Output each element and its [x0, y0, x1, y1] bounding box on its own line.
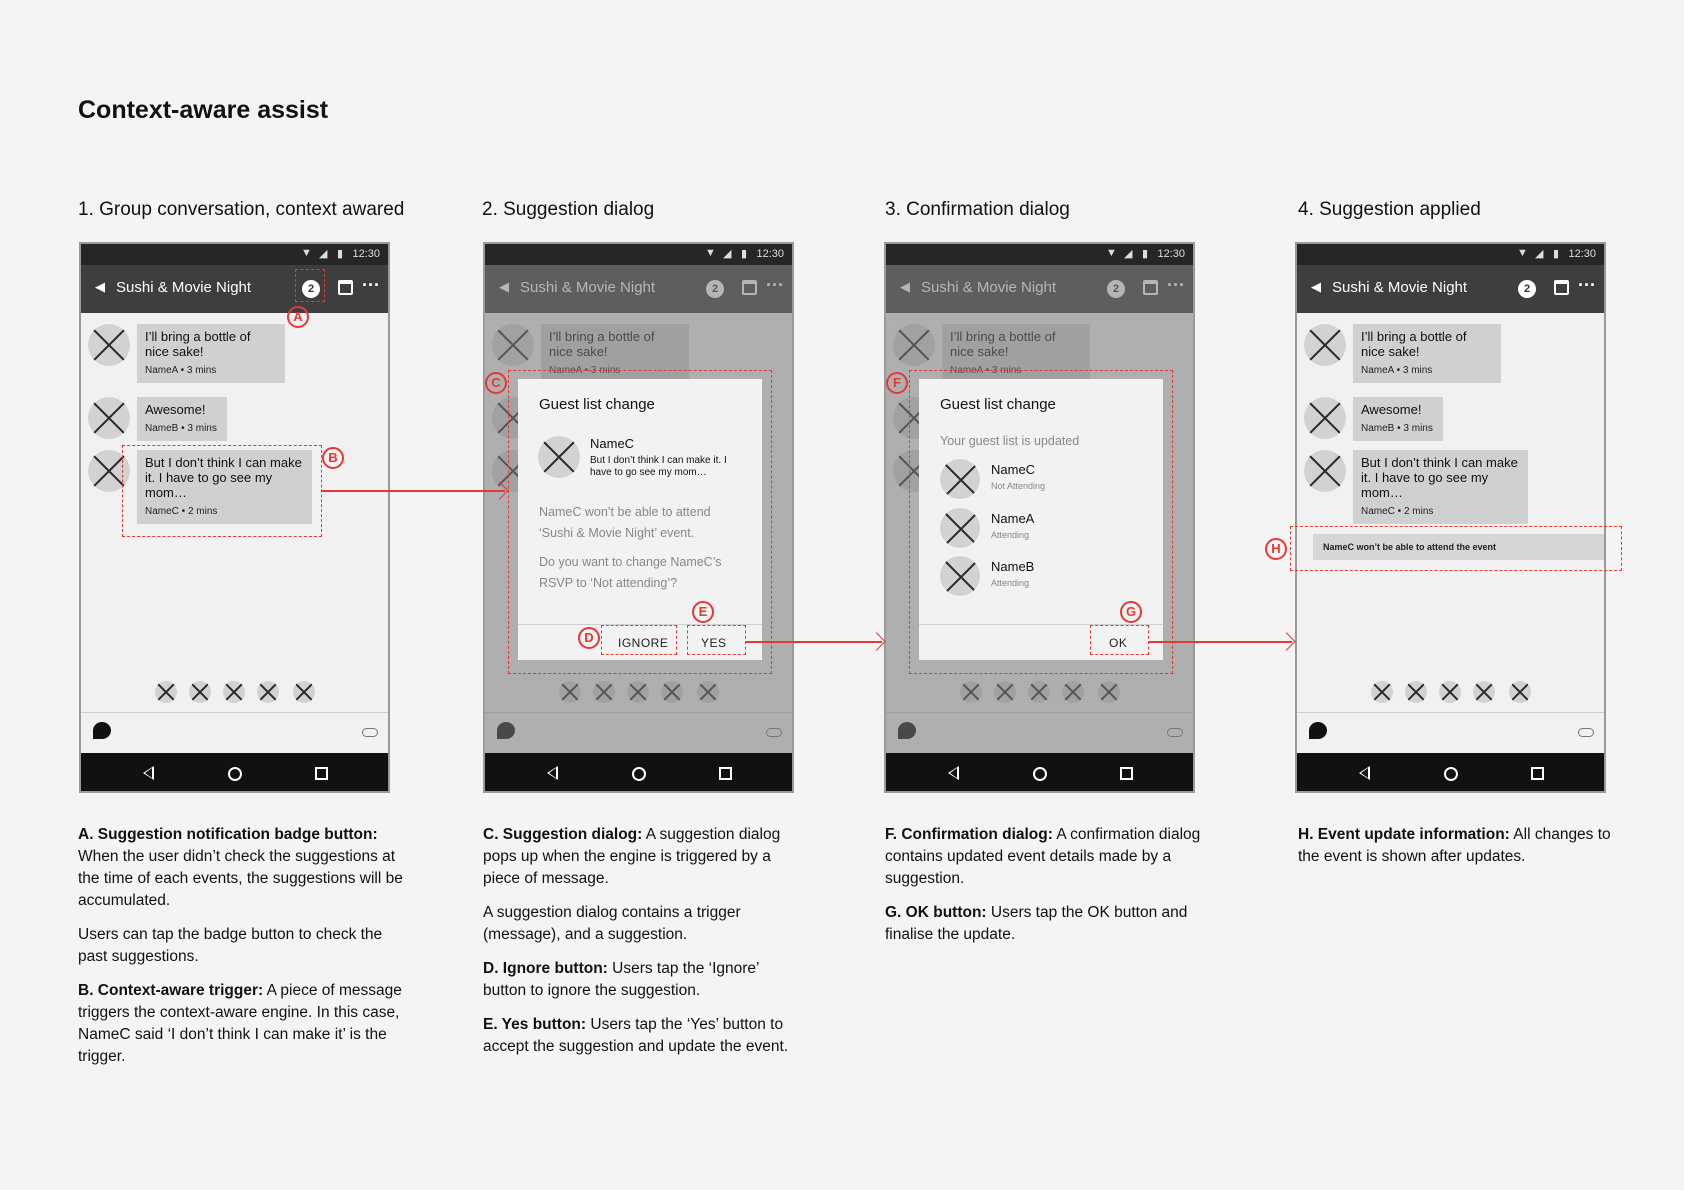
desc-f: F. Confirmation dialog: A confirmation dialog contains updated event details made by a suggestion. [885, 826, 1201, 887]
description-col-1 [78, 824, 408, 1080]
message-text: I’ll bring a bottle of nice sake! [1361, 329, 1467, 359]
message-bubble [137, 324, 285, 383]
description-col-3 [885, 824, 1205, 958]
signal-icon: ◢ [319, 248, 328, 260]
participant-avatar[interactable] [1473, 681, 1495, 703]
highlight-ignore [601, 625, 677, 655]
dialog-title: Guest list change [539, 396, 655, 413]
arrow-e-to-f [746, 641, 882, 643]
nav-home-icon[interactable] [1033, 767, 1047, 781]
suggestion-badge-button[interactable]: 2 [1518, 280, 1536, 298]
section-title-4: 4. Suggestion applied [1298, 199, 1481, 220]
suggestion-text-2: Do you want to change NameC’s RSVP to ‘Not attending’? [539, 555, 722, 590]
marker-b: B [322, 447, 344, 469]
guest-name: NameB [991, 559, 1035, 574]
guest-status: Attending [991, 578, 1030, 588]
marker-h: H [1265, 538, 1287, 560]
marker-d: D [578, 627, 600, 649]
marker-e: E [692, 601, 714, 623]
guest-name: NameC [991, 462, 1036, 477]
participant-avatar[interactable] [223, 681, 245, 703]
nav-back-icon[interactable] [1359, 766, 1370, 780]
conversation-title: Sushi & Movie Night [1332, 279, 1468, 296]
input-divider [1297, 712, 1604, 713]
desc-a: A. Suggestion notification badge button: When the user didn’t check the suggestions at the time of each events, the suggestions will be accumulated. [78, 826, 403, 909]
avatar [88, 397, 130, 439]
section-title-1: 1. Group conversation, context awared [78, 199, 405, 220]
battery-icon: ▮ [337, 248, 344, 260]
suggestion-text-1: NameC won’t be able to attend ‘Sushi & Movie Night’ event. [539, 505, 711, 540]
battery-icon: ▮ [1142, 248, 1149, 260]
wifi-icon: ▼ [1517, 247, 1528, 259]
back-arrow-icon[interactable]: ◀ [1311, 279, 1321, 294]
message-bubble [137, 397, 227, 441]
message-meta: NameB • 3 mins [145, 423, 217, 434]
nav-back-icon[interactable] [143, 766, 154, 780]
attach-icon[interactable] [362, 728, 378, 737]
desc-c2: A suggestion dialog contains a trigger (message), and a suggestion. [483, 904, 741, 943]
participant-avatar[interactable] [293, 681, 315, 703]
clock: 12:30 [1568, 248, 1596, 260]
message-bubble [1353, 450, 1528, 524]
dialog-title: Guest list change [940, 396, 1056, 413]
desc-e: E. Yes button: Users tap the ‘Yes’ button to accept the suggestion and update the event. [483, 1016, 789, 1055]
highlight-trigger [122, 445, 322, 537]
signal-icon: ◢ [723, 248, 732, 260]
status-bar [886, 244, 1193, 265]
ignore-button[interactable]: IGNORE [618, 636, 669, 650]
highlight-ok [1090, 625, 1149, 655]
nav-recents-icon[interactable] [1120, 767, 1133, 780]
message-text: But I don’t think I can make it. I have to go see my mom… [145, 455, 302, 500]
wifi-icon: ▼ [705, 247, 716, 259]
event-update-info: NameC won’t be able to attend the event [1313, 534, 1605, 560]
nav-back-icon[interactable] [948, 766, 959, 780]
highlight-yes [687, 625, 746, 655]
suggestion-badge-button[interactable]: 2 [302, 280, 320, 298]
message-text: But I don’t think I can make it. I have to go see my mom… [1361, 455, 1518, 500]
nav-back-icon[interactable] [547, 766, 558, 780]
desc-b: B. Context-aware trigger: A piece of message triggers the context-aware engine. In this case, NameC said ‘I don’t think I can make it’ is the trigger. [78, 982, 402, 1065]
avatar [88, 324, 130, 366]
section-title-2: 2. Suggestion dialog [482, 199, 655, 220]
participant-avatar[interactable] [189, 681, 211, 703]
signal-icon: ◢ [1124, 248, 1133, 260]
page-title: Context-aware assist [78, 96, 329, 124]
clock: 12:30 [1157, 248, 1185, 260]
participant-avatar[interactable] [257, 681, 279, 703]
clock: 12:30 [756, 248, 784, 260]
status-bar [485, 244, 792, 265]
marker-a: A [287, 306, 309, 328]
nav-recents-icon[interactable] [315, 767, 328, 780]
battery-icon: ▮ [1553, 248, 1560, 260]
chat-bubble-icon[interactable] [1309, 722, 1327, 739]
message-meta: NameC • 2 mins [145, 506, 218, 517]
nav-recents-icon[interactable] [719, 767, 732, 780]
participant-avatar[interactable] [1439, 681, 1461, 703]
status-bar [1297, 244, 1604, 265]
battery-icon: ▮ [741, 248, 748, 260]
trigger-text: But I don’t think I can make it. I have to go see my mom… [590, 455, 727, 478]
chat-bubble-icon[interactable] [93, 722, 111, 739]
calendar-icon[interactable] [338, 280, 353, 295]
nav-bar [1297, 753, 1604, 793]
app-bar [81, 265, 388, 313]
guest-name: NameA [991, 511, 1035, 526]
back-arrow-icon[interactable]: ◀ [95, 279, 105, 294]
desc-a2: Users can tap the badge button to check the past suggestions. [78, 926, 383, 965]
avatar [1304, 324, 1346, 366]
message-text: Awesome! [1361, 402, 1422, 417]
message-meta: NameC • 2 mins [1361, 506, 1434, 517]
message-meta: NameA • 3 mins [145, 365, 217, 376]
more-icon[interactable]: ··· [1578, 275, 1596, 295]
participant-row [1297, 681, 1604, 703]
highlight-event-update [1290, 526, 1622, 571]
wifi-icon: ▼ [301, 247, 312, 259]
description-col-4 [1298, 824, 1618, 880]
participant-avatar[interactable] [155, 681, 177, 703]
ok-button[interactable]: OK [1109, 636, 1128, 650]
section-title-3: 3. Confirmation dialog [885, 199, 1070, 220]
nav-bar [81, 753, 388, 793]
trigger-name: NameC [590, 436, 635, 451]
yes-button[interactable]: YES [701, 636, 727, 650]
nav-home-icon[interactable] [1444, 767, 1458, 781]
participant-avatar[interactable] [1509, 681, 1531, 703]
input-divider [81, 712, 388, 713]
nav-home-icon[interactable] [632, 767, 646, 781]
marker-g: G [1120, 601, 1142, 623]
phone-screen-4 [1295, 242, 1606, 793]
wifi-icon: ▼ [1106, 247, 1117, 259]
description-col-2 [483, 824, 803, 1070]
clock: 12:30 [352, 248, 380, 260]
dialog-subtitle: Your guest list is updated [940, 434, 1080, 448]
message-meta: NameB • 3 mins [1361, 423, 1433, 434]
guest-status: Attending [991, 530, 1030, 540]
status-bar [81, 244, 388, 265]
guest-status: Not Attending [991, 481, 1046, 491]
message-bubble [1353, 397, 1443, 441]
desc-d: D. Ignore button: Users tap the ‘Ignore’ button to ignore the suggestion. [483, 960, 759, 999]
arrow-g-to-h [1149, 641, 1292, 643]
calendar-icon[interactable] [1554, 280, 1569, 295]
avatar [1304, 450, 1346, 492]
desc-g: G. OK button: Users tap the OK button and finalise the update. [885, 904, 1188, 943]
conversation-title: Sushi & Movie Night [116, 279, 252, 296]
attach-icon[interactable] [1578, 728, 1594, 737]
desc-c: C. Suggestion dialog: A suggestion dialog pops up when the engine is triggered by a piece of message. [483, 826, 781, 887]
nav-home-icon[interactable] [228, 767, 242, 781]
arrow-b-to-c [322, 490, 505, 492]
nav-bar [886, 753, 1193, 793]
participant-avatar[interactable] [1371, 681, 1393, 703]
marker-f: F [886, 372, 908, 394]
participant-avatar[interactable] [1405, 681, 1427, 703]
message-bubble [1353, 324, 1501, 383]
marker-c: C [485, 372, 507, 394]
avatar [1304, 397, 1346, 439]
participant-row [81, 681, 388, 703]
nav-bar [485, 753, 792, 793]
message-meta: NameA • 3 mins [1361, 365, 1433, 376]
highlight-badge [295, 269, 325, 302]
app-bar [1297, 265, 1604, 313]
message-text: I’ll bring a bottle of nice sake! [145, 329, 251, 359]
desc-h: H. Event update information: All changes to the event is shown after updates. [1298, 826, 1611, 865]
nav-recents-icon[interactable] [1531, 767, 1544, 780]
more-icon[interactable]: ··· [362, 275, 380, 295]
message-text: Awesome! [145, 402, 206, 417]
signal-icon: ◢ [1535, 248, 1544, 260]
